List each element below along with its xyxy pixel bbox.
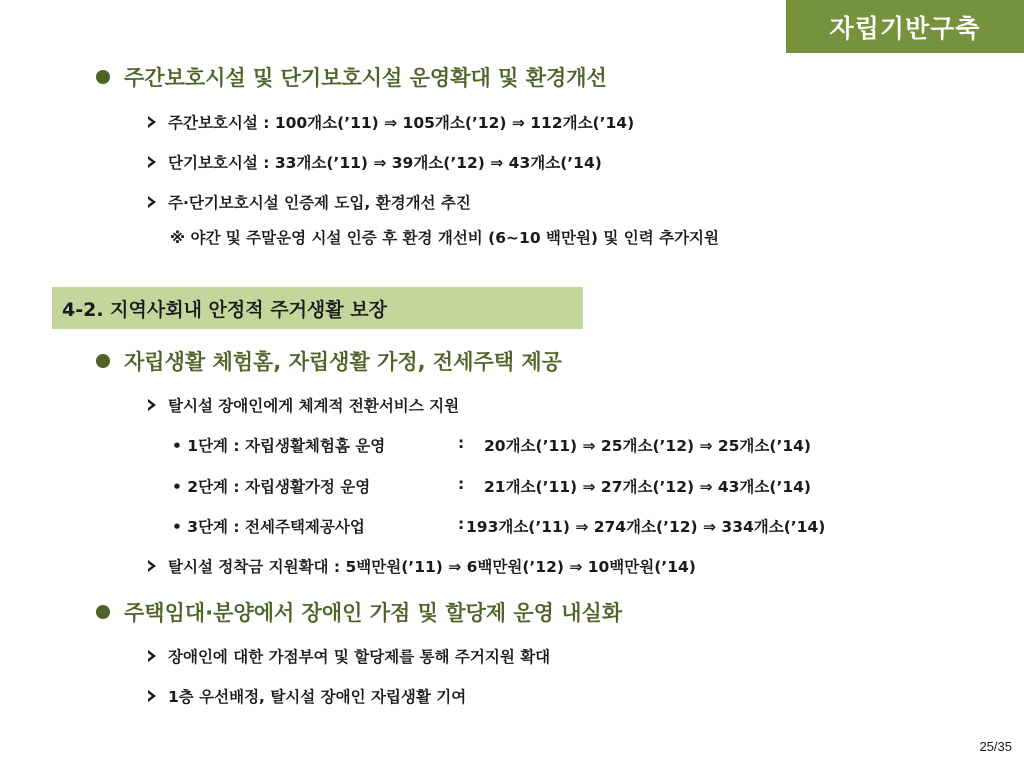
section-tag: 자립기반구축 <box>786 0 1024 53</box>
step-label: • 2단계 : 자립생활가정 운영 <box>172 478 371 496</box>
arrow-bullet-icon <box>148 399 156 411</box>
sub-item-text: 탈시설 장애인에게 체계적 전환서비스 지원 <box>168 397 460 415</box>
note-text: ※ 야간 및 주말운영 시설 인증 후 환경 개선비 (6~10 백만원) 및 인력 추가지원 <box>170 229 720 247</box>
page-number: 25/35 <box>979 739 1012 754</box>
heading-text: 주간보호시설 및 단기보호시설 운영확대 및 환경개선 <box>124 66 607 90</box>
heading-text: 자립생활 체험홈, 자립생활 가정, 전세주택 제공 <box>124 350 562 374</box>
arrow-bullet-icon <box>148 650 156 662</box>
step-values: 21개소(’11) ⇒ 27개소(’12) ⇒ 43개소(’14) <box>484 478 811 496</box>
section-title-text: 4-2. 지역사회내 안정적 주거생활 보장 <box>62 298 387 321</box>
bullet-heading-day-care <box>96 62 607 92</box>
bullet-dot-icon <box>96 354 110 368</box>
step-colon: : <box>458 475 465 493</box>
sub-item-short-term-care <box>148 151 602 173</box>
section-title <box>52 287 583 329</box>
sub-item-ground-floor <box>148 685 466 707</box>
step-row-3 <box>172 515 826 537</box>
step-values: 193개소(’11) ⇒ 274개소(’12) ⇒ 334개소(’14) <box>466 518 826 536</box>
heading-text: 주택임대·분양에서 장애인 가점 및 할당제 운영 내실화 <box>124 601 623 625</box>
sub-item-text: 장애인에 대한 가점부여 및 할당제를 통해 주거지원 확대 <box>168 648 551 666</box>
sub-item-text: 단기보호시설 : 33개소(’11) ⇒ 39개소(’12) ⇒ 43개소(’14) <box>168 154 602 172</box>
sub-item-text: 주간보호시설 : 100개소(’11) ⇒ 105개소(’12) ⇒ 112개소(’14) <box>168 114 635 132</box>
sub-item-certification <box>148 191 471 213</box>
arrow-bullet-icon <box>148 156 156 168</box>
sub-item-settlement-fund <box>148 555 696 577</box>
step-row-2 <box>172 475 811 497</box>
sub-item-text: 1층 우선배정, 탈시설 장애인 자립생활 기여 <box>168 688 467 706</box>
step-colon: : <box>458 515 465 533</box>
sub-item-text: 탈시설 정착금 지원확대 : 5백만원(’11) ⇒ 6백만원(’12) ⇒ 10백만원(’14) <box>168 558 696 576</box>
step-label: • 3단계 : 전세주택제공사업 <box>172 518 365 536</box>
sub-item-text: 주·단기보호시설 인증제 도입, 환경개선 추진 <box>168 194 471 212</box>
sub-item-day-care <box>148 111 634 133</box>
step-colon: : <box>458 434 465 452</box>
arrow-bullet-icon <box>148 690 156 702</box>
bullet-heading-housing <box>96 346 562 376</box>
sub-item-bonus-points <box>148 645 550 667</box>
arrow-bullet-icon <box>148 560 156 572</box>
step-label: • 1단계 : 자립생활체험홈 운영 <box>172 437 386 455</box>
arrow-bullet-icon <box>148 196 156 208</box>
sub-item-transition-service <box>148 394 459 416</box>
bullet-heading-rental <box>96 597 622 627</box>
bullet-dot-icon <box>96 70 110 84</box>
arrow-bullet-icon <box>148 116 156 128</box>
step-values: 20개소(’11) ⇒ 25개소(’12) ⇒ 25개소(’14) <box>484 437 811 455</box>
step-row-1 <box>172 434 811 456</box>
bullet-dot-icon <box>96 605 110 619</box>
